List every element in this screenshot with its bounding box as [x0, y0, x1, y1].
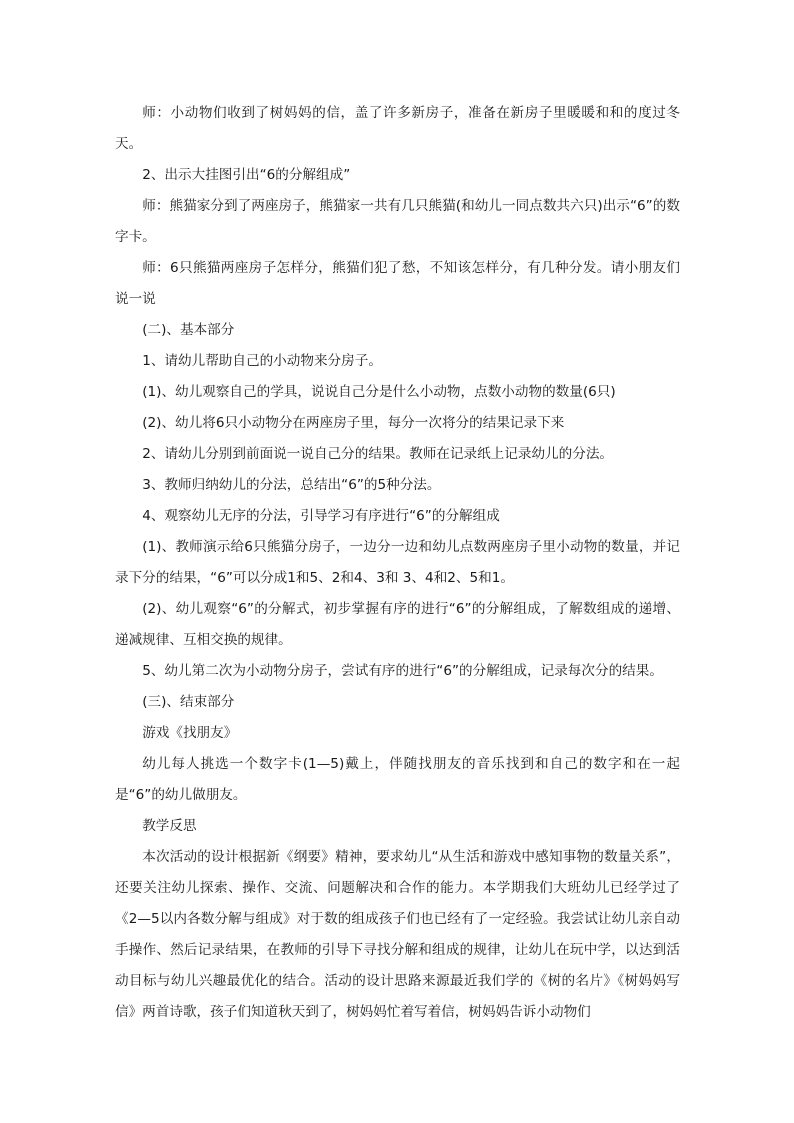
- paragraph-19: 本次活动的设计根据新《纲要》精神，要求幼儿“从生活和游戏中感知事物的数量关系”，还要关注幼儿探索、操作、交流、问题解决和合作的能力。本学期我们大班幼儿已经学过了《2—5以内各数分解与组成》对于数的组成孩子们也已经有了一定经验。我尝试让幼儿亲自动手操作、然后记录结果，在教师的引导下寻找分解和组成的规律，让幼儿在玩中学，以达到活动目标与幼儿兴趣最优化的结合。活动的设计思路来源最近我们学的《树的名片》《树妈妈写信》两首诗歌，孩子们知道秋天到了，树妈妈忙着写着信，树妈妈告诉小动物们: [115, 849, 680, 1020]
- paragraph-3: 师：熊猫家分到了两座房子，熊猫家一共有几只熊猫(和幼儿一同点数共六只)出示“6”的数字卡。: [115, 198, 680, 245]
- paragraph-7: (1)、幼儿观察自己的学具，说说自己分是什么小动物，点数小动物的数量(6只): [142, 384, 616, 400]
- paragraph-6: 1、请幼儿帮助自己的小动物来分房子。: [142, 353, 382, 369]
- paragraph-17: 幼儿每人挑选一个数字卡(1—5)戴上，伴随找朋友的音乐找到和自己的数字和在一起是“6”的幼儿做朋友。: [115, 756, 680, 803]
- paragraph-10: 3、教师归纳幼儿的分法，总结出“6”的5种分法。: [142, 477, 441, 493]
- paragraph-1: 师：小动物们收到了树妈妈的信，盖了许多新房子，准备在新房子里暖暖和和的度过冬天。: [115, 105, 680, 152]
- section-heading-reflection: 教学反思: [142, 818, 197, 834]
- paragraph-12: (1)、教师演示给6只熊猫分房子，一边分一边和幼儿点数两座房子里小动物的数量，并记录下分的结果，“6”可以分成1和5、2和4、3和 3、4和2、5和1。: [115, 539, 680, 586]
- paragraph-13: (2)、幼儿观察“6”的分解式，初步掌握有序的进行“6”的分解组成，了解数组成的递增、递减规律、互相交换的规律。: [115, 601, 680, 648]
- paragraph-9: 2、请幼儿分别到前面说一说自己分的结果。教师在记录纸上记录幼儿的分法。: [142, 446, 614, 462]
- paragraph-4: 师：6只熊猫两座房子怎样分，熊猫们犯了愁，不知该怎样分，有几种分发。请小朋友们说一说: [115, 260, 680, 307]
- document-body: [115, 98, 680, 1028]
- paragraph-14: 5、幼儿第二次为小动物分房子，尝试有序的进行“6”的分解组成，记录每次分的结果。: [142, 663, 663, 679]
- paragraph-2: 2、出示大挂图引出“6的分解组成”: [142, 167, 351, 183]
- game-title: 游戏《找朋友》: [142, 725, 238, 741]
- paragraph-8: (2)、幼儿将6只小动物分在两座房子里，每分一次将分的结果记录下来: [142, 415, 565, 431]
- section-heading-ending: (三)、结束部分: [142, 694, 235, 710]
- section-heading-basic: (二)、基本部分: [142, 322, 235, 338]
- paragraph-11: 4、观察幼儿无序的分法，引导学习有序进行“6”的分解组成: [142, 508, 500, 524]
